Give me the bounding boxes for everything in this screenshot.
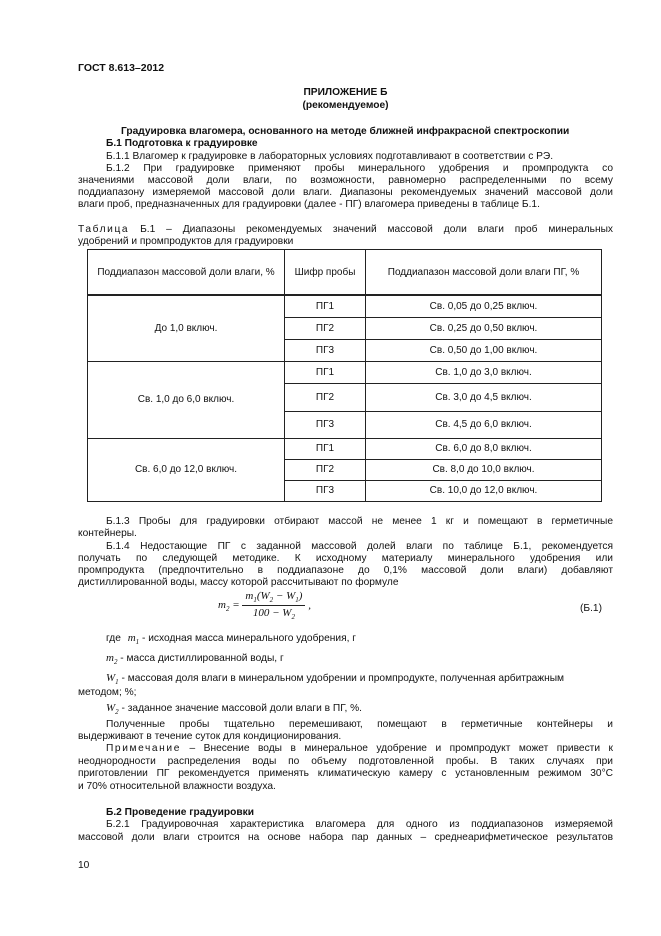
code-cell: ПГ2 — [285, 383, 366, 411]
paragraph-line: массовой доли влаги строится на основе набора пар данных – среднеарифметическое результатов — [78, 832, 613, 843]
subsection-heading-2: Б.2 Проведение градуировки — [106, 807, 254, 818]
note-label: Примечание — [106, 743, 181, 754]
paragraph-line: значениями массовой доли влаги, по возможности, равномерно распределенными по всему — [78, 175, 613, 186]
appendix-title: ПРИЛОЖЕНИЕ Б — [303, 87, 388, 98]
value-cell: Св. 3,0 до 4,5 включ. — [366, 383, 602, 411]
header-cell: Шифр пробы — [285, 250, 366, 296]
formula-sub: 1 — [253, 596, 257, 605]
formula-lhs: m — [218, 598, 226, 611]
note-text: – Внесение воды в минеральное удобрение и промпродукт может привести к — [189, 743, 613, 754]
table-row — [88, 438, 602, 459]
symbol: m — [106, 652, 114, 664]
formula-numerator — [242, 590, 305, 606]
table-row — [88, 295, 602, 317]
definition-w2 — [106, 702, 362, 716]
paragraph-line: выдерживают в течение суток для кондиционирования. — [78, 731, 342, 742]
value-cell: Св. 10,0 до 12,0 включ. — [366, 480, 602, 501]
code-cell: ПГ3 — [285, 411, 366, 438]
formula-sub: 2 — [291, 613, 295, 622]
value-cell: Св. 0,05 до 0,25 включ. — [366, 295, 602, 317]
paragraph-line: промпродукта (предпочтительно в поддиапазоне до 0,1% массовой доли влаги) добавляют — [78, 565, 613, 576]
definition-m1 — [106, 632, 356, 646]
value-cell: Св. 0,25 до 0,50 включ. — [366, 317, 602, 339]
formula-fraction — [242, 590, 305, 621]
formula-number: (Б.1) — [580, 603, 602, 614]
table-caption-line: удобрений и промпродуктов для градуировки — [78, 236, 294, 247]
value-cell: Св. 4,5 до 6,0 включ. — [366, 411, 602, 438]
symbol: W — [106, 702, 116, 714]
formula-token: (W — [256, 590, 270, 602]
code-cell: ПГ2 — [285, 317, 366, 339]
code-cell: ПГ1 — [285, 295, 366, 317]
symbol: m — [127, 632, 136, 644]
document-code: ГОСТ 8.613–2012 — [78, 62, 165, 74]
definition-w1 — [106, 672, 613, 686]
range-cell: Св. 1,0 до 6,0 включ. — [88, 361, 285, 438]
paragraph-line: Б.1.3 Пробы для градуировки отбирают массой не менее 1 кг и помещают в герметичные — [106, 516, 613, 527]
subsection-heading-1: Б.1 Подготовка к градуировке — [106, 138, 258, 149]
formula-lhs-sub: 2 — [225, 604, 230, 613]
paragraph-line: Полученные пробы тщательно перемешивают, помещают в герметичные контейнеры и — [106, 719, 613, 730]
formula-sub: 2 — [269, 596, 274, 605]
definition-m2 — [106, 652, 284, 666]
table-header-row — [88, 250, 602, 296]
header-cell: Поддиапазон массовой доли влаги, % — [88, 250, 285, 296]
table-caption-text: Б.1 – Диапазоны рекомендуемых значений массовой доли влаги проб минеральных — [140, 224, 613, 235]
definition-text: - исходная масса минерального удобрения, г — [142, 633, 356, 644]
formula-token: m — [245, 590, 254, 602]
code-cell: ПГ2 — [285, 459, 366, 480]
formula-sub: 1 — [295, 596, 299, 605]
header-cell: Поддиапазон массовой доли влаги ПГ, % — [366, 250, 602, 296]
definition-text: - заданное значение массовой доли влаги в ПГ, %. — [121, 703, 363, 714]
code-cell: ПГ1 — [285, 361, 366, 383]
formula-token: 100 − W — [252, 607, 292, 620]
paragraph-b11: Б.1.1 Влагомер к градуировке в лабораторных условиях подготавливают в соответствии с РЭ. — [106, 151, 554, 162]
definition-w1-cont: методом; %; — [78, 687, 137, 698]
section-title: Градуировка влагомера, основанного на методе ближней инфракрасной спектроскопии — [121, 126, 570, 137]
where-intro: где — [106, 633, 121, 644]
table-caption-label: Таблица — [78, 224, 130, 235]
paragraph-line: Б.1.2 При градуировке применяют пробы минерального удобрения и промпродукта со — [106, 163, 613, 174]
definition-text: - массовая доля влаги в минеральном удобрении и промпродукте, полученная арбитражным — [121, 673, 565, 684]
symbol-sub: 2 — [113, 658, 118, 667]
value-cell: Св. 6,0 до 8,0 включ. — [366, 438, 602, 459]
symbol-sub: 1 — [135, 638, 140, 647]
symbol-sub: 1 — [115, 678, 119, 687]
paragraph-line: влаги проб, предназначенных для градуировки (далее - ПГ) влагомера приведены в таблице Б.1. — [78, 199, 540, 210]
range-cell: До 1,0 включ. — [88, 295, 285, 361]
paragraph-line: дистиллированной воды, массу которой рассчитывают по формуле — [78, 577, 399, 588]
paragraph-line: поддиапазону измеряемой массовой доли влаги. Диапазоны рекомендуемых значений массовой доли — [78, 187, 613, 198]
paragraph-line: контейнеры. — [78, 528, 137, 539]
paragraph-line: Б.2.1 Градуировочная характеристика влагомера для одного из поддиапазонов измеряемой — [106, 819, 613, 830]
paragraph-line: получать по следующей методике. К исходному материалу минерального удобрения или — [78, 553, 613, 564]
note-line: и 70% относительной влажности воздуха. — [78, 781, 276, 792]
code-cell: ПГ1 — [285, 438, 366, 459]
code-cell: ПГ3 — [285, 480, 366, 501]
formula-b1: $m_2$ = $\frac{m_1(W_2 - W_1)}{100 - W_2}$ , — [218, 590, 311, 622]
appendix-subtitle: (рекомендуемое) — [302, 100, 389, 111]
value-cell: Св. 8,0 до 10,0 включ. — [366, 459, 602, 480]
symbol: W — [106, 672, 116, 684]
code-cell: ПГ3 — [285, 339, 366, 361]
table-row — [88, 361, 602, 383]
moisture-ranges-table — [87, 249, 602, 502]
note-line — [106, 743, 613, 755]
paragraph-line: Б.1.4 Недостающие ПГ с заданной массовой долей влаги по таблице Б.1, рекомендуется — [106, 541, 613, 552]
value-cell: Св. 0,50 до 1,00 включ. — [366, 339, 602, 361]
value-cell: Св. 1,0 до 3,0 включ. — [366, 361, 602, 383]
definition-text: - масса дистиллированной воды, г — [120, 653, 284, 664]
range-cell: Св. 6,0 до 12,0 включ. — [88, 438, 285, 501]
note-line: приготовлении ПГ рекомендуется применять климатическую камеру с установленным режимом 30°С — [78, 768, 613, 779]
page-number: 10 — [78, 860, 90, 871]
note-line: неоднородности распределения воды по объему подготовленной пробы. В таких случаях при — [78, 756, 613, 767]
symbol-sub: 2 — [115, 708, 119, 717]
formula-denominator — [242, 606, 305, 621]
formula-tail: , — [308, 599, 311, 612]
formula-token: − W — [273, 590, 296, 602]
table-caption-line — [78, 224, 613, 236]
formula-token: ) — [298, 590, 303, 602]
